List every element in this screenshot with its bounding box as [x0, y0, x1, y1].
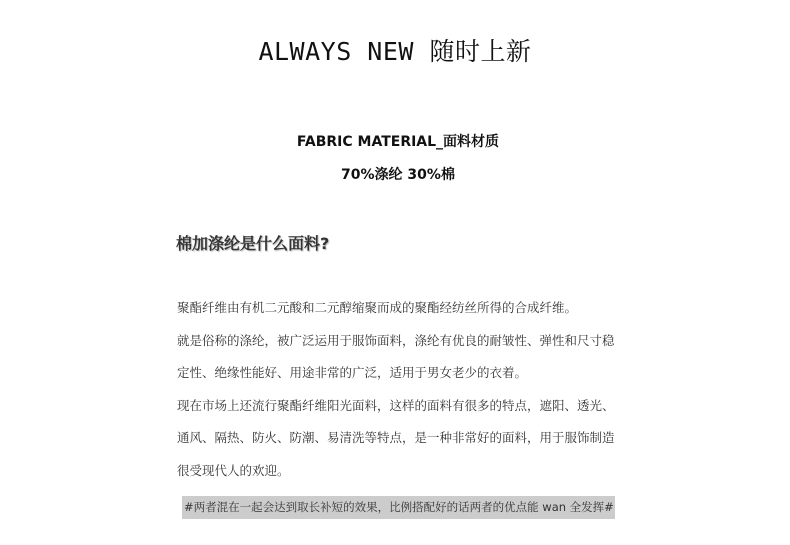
page-title: ALWAYS NEW 随时上新	[258, 37, 532, 66]
article-body	[177, 297, 627, 492]
fabric-material-label: FABRIC MATERIAL_面料材质	[296, 134, 500, 150]
body-line: 就是俗称的涤纶，被广泛运用于服饰面料，涤纶有优良的耐皱性、弹性和尺寸稳	[177, 332, 615, 348]
body-line: 定性、绝缘性能好、用途非常的广泛，适用于男女老少的衣着。	[177, 365, 528, 380]
article-heading: 棉加涤纶是什么面料?	[176, 234, 330, 253]
fabric-composition: 70%涤纶 30%棉	[341, 167, 455, 183]
body-line: 聚酯纤维由有机二元酸和二元醇缩聚而成的聚酯经纺丝所得的合成纤维。	[177, 300, 578, 315]
highlighted-note: #两者混在一起会达到取长补短的效果，比例搭配好的话两者的优点能 wan 全发挥#	[182, 496, 615, 519]
body-line: 通风、隔热、防火、防潮、易清洗等特点，是一种非常好的面料，用于服饰制造	[177, 430, 615, 445]
body-line: 现在市场上还流行聚酯纤维阳光面料，这样的面料有很多的特点，遮阳、透光、	[177, 397, 615, 413]
body-line: 很受现代人的欢迎。	[177, 462, 290, 478]
